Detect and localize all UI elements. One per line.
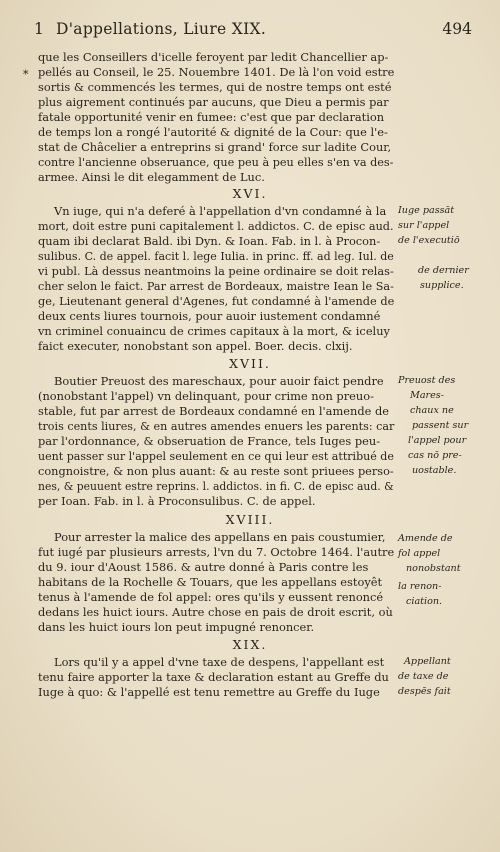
section-heading-xvi: XVI. xyxy=(232,186,268,201)
text-line: par l'ordonnance, & obseruation de France, tels Iuges peu- xyxy=(38,434,381,448)
text-line: faict executer, nonobstant son appel. Boer. decis. clxij. xyxy=(38,339,353,353)
text-line: deux cents liures tournois, pour auoir iustement condamné xyxy=(38,309,381,323)
margin-note: fol appel xyxy=(398,548,441,559)
section-heading-xix: XIX. xyxy=(232,637,268,652)
text-line: per Ioan. Fab. in l. à Proconsulibus. C. de appel. xyxy=(38,494,316,508)
margin-note: despēs fait xyxy=(398,686,451,697)
text-line: du 9. iour d'Aoust 1586. & autre donné à Paris contre les xyxy=(38,560,369,574)
text-line: Boutier Preuost des mareschaux, pour auoir faict pendre xyxy=(54,374,384,388)
margin-note: cas nō pre- xyxy=(408,450,462,461)
text-line: sulibus. C. de appel. facit l. lege Iulia. in princ. ff. ad leg. Iul. de xyxy=(38,249,394,263)
margin-note: supplice. xyxy=(420,280,464,291)
text-line: mort, doit estre puni capitalement l. addictos. C. de episc aud. xyxy=(38,219,394,233)
margin-note: passent sur xyxy=(412,420,469,431)
text-line: fut iugé par plusieurs arrests, l'vn du 7. Octobre 1464. l'autre xyxy=(38,545,395,559)
text-line: trois cents liures, & en autres amendes enuers les parents: car xyxy=(38,419,395,433)
text-line: ge, Lieutenant general d'Agenes, fut condamné à l'amende de xyxy=(38,294,395,308)
text-line: (nonobstant l'appel) vn delinquant, pour crime non preuo- xyxy=(38,389,374,403)
section-heading-xviii: XVIII. xyxy=(225,512,275,527)
margin-note: la renon- xyxy=(398,581,442,592)
text-line: Iuge à quo: & l'appellé est tenu remettre au Greffe du Iuge xyxy=(38,685,380,699)
margin-note: sur l'appel xyxy=(398,220,450,231)
text-line: congnoistre, & non plus auant: & au reste sont priuees perso- xyxy=(38,464,394,478)
text-line: cher selon le faict. Par arrest de Bordeaux, maistre Iean le Sa- xyxy=(38,279,394,293)
text-line: vn criminel conuaincu de crimes capitaux à la mort, & iceluy xyxy=(38,324,390,338)
margin-note: de dernier xyxy=(418,265,469,276)
margin-note: ciation. xyxy=(406,596,443,607)
text-line: nes, & peuuent estre reprins. l. addictos. in fi. C. de episc aud. & xyxy=(38,479,394,493)
text-line: uent passer sur l'appel seulement en ce qui leur est attribué de xyxy=(38,449,394,463)
text-line: sortis & commencés les termes, qui de nostre temps ont esté xyxy=(38,80,392,94)
text-line: dedans les huict iours. Autre chose en pais de droit escrit, où xyxy=(38,605,393,619)
margin-note: l'appel pour xyxy=(408,435,467,446)
text-line: contre l'ancienne obseruance, que peu à peu elles s'en va des- xyxy=(38,155,394,169)
running-title: D'appellations, Liure XIX. xyxy=(56,20,267,38)
section-heading-xvii: XVII. xyxy=(229,356,271,371)
text-line: quam ibi declarat Bald. ibi Dyn. & Ioan. Fab. in l. à Procon- xyxy=(38,234,381,248)
margin-note: Appellant xyxy=(404,656,451,667)
margin-note: chaux ne xyxy=(410,405,454,416)
leaf-number: 1 xyxy=(34,20,44,38)
text-line: Vn iuge, qui n'a deferé à l'appellation d'vn condamné à la xyxy=(54,204,387,218)
text-line: que les Conseillers d'icelle feroyent par ledit Chancellier ap- xyxy=(38,50,389,64)
text-line: de temps lon a rongé l'autorité & dignité de la Cour: que l'e- xyxy=(38,125,388,139)
folio-number: 494 xyxy=(442,20,472,38)
text-line: tenu faire apporter la taxe & declaration estant au Greffe du xyxy=(38,670,389,684)
margin-asterisk: * xyxy=(23,68,29,81)
margin-note: de l'executiō xyxy=(398,235,460,246)
margin-note: de taxe de xyxy=(398,671,449,682)
text-line: habitans de la Rochelle & Touars, que les appellans estoyêt xyxy=(38,575,383,589)
text-line: Lors qu'il y a appel d'vne taxe de despens, l'appellant est xyxy=(54,655,385,669)
text-line: pellés au Conseil, le 25. Nouembre 1401. De là l'on void estre xyxy=(38,65,395,79)
text-line: vi publ. Là dessus neantmoins la peine ordinaire se doit relas- xyxy=(38,264,394,278)
text-line: stat de Châcelier a entreprins si grand' force sur ladite Cour, xyxy=(38,140,392,154)
margin-note: nonobstant xyxy=(406,563,461,574)
text-line: stable, fut par arrest de Bordeaux condamné en l'amende de xyxy=(38,404,390,418)
text-line: armee. Ainsi le dit elegamment de Luc. xyxy=(38,170,265,184)
margin-note: Iuge passāt xyxy=(398,205,455,216)
text-line: tenus à l'amende de fol appel: ores qu'ils y eussent renoncé xyxy=(38,590,384,604)
margin-note: Mares- xyxy=(410,390,444,401)
margin-note: Preuost des xyxy=(398,375,456,386)
text-line: Pour arrester la malice des appellans en pais coustumier, xyxy=(54,530,386,544)
text-line: plus aigrement continués par aucuns, que Dieu a permis par xyxy=(38,95,389,109)
text-line: dans les huict iours lon peut impugné renoncer. xyxy=(38,620,315,634)
running-header xyxy=(34,20,472,44)
text-line: fatale opportunité venir en fumee: c'est que par declaration xyxy=(38,110,385,124)
margin-note: uostable. xyxy=(412,465,457,476)
margin-note: Amende de xyxy=(398,533,453,544)
